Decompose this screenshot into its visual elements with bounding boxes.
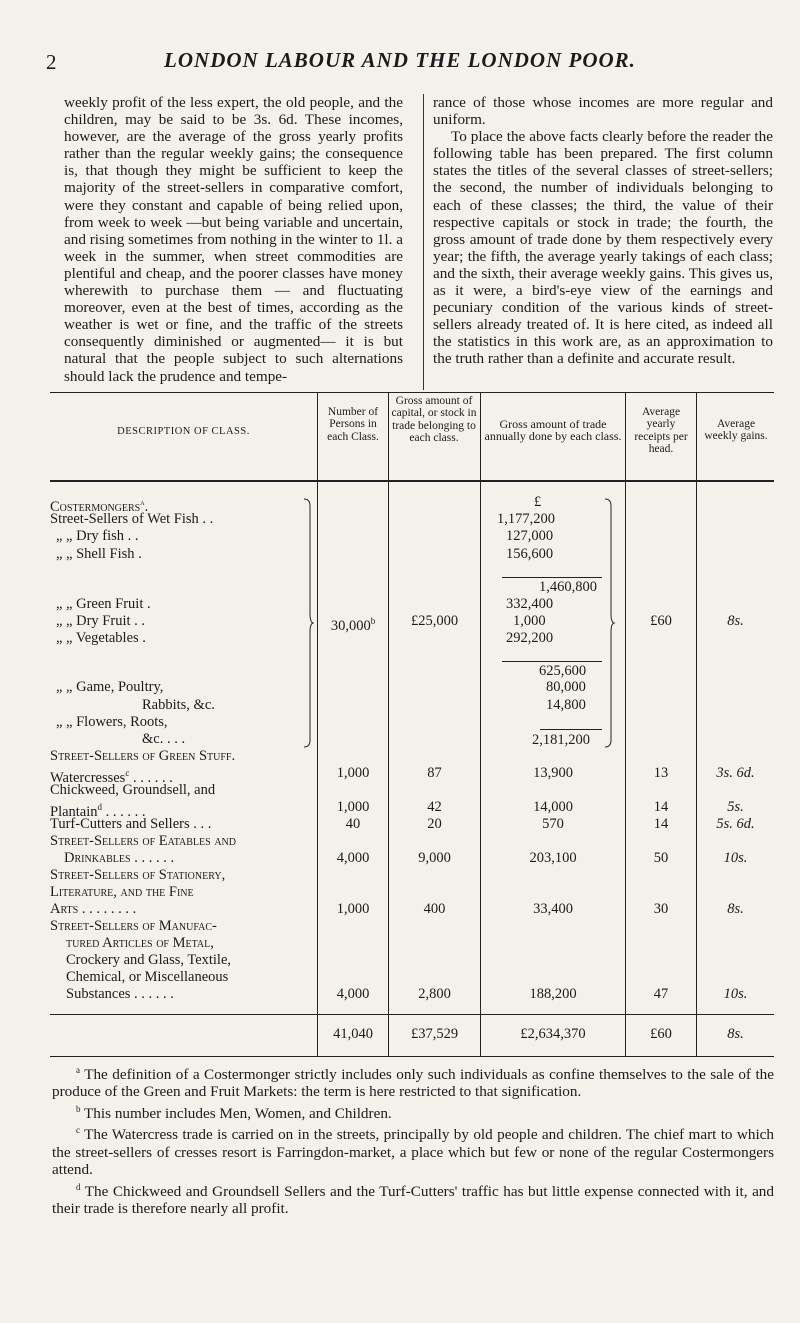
manufactured-capital: 2,800 <box>418 986 451 1002</box>
coster-trade-total: 2,181,200 <box>532 732 590 748</box>
footnote-b: $^b$ This number includes Men, Women, and Children. <box>76 1103 392 1122</box>
subtotal-fish: 1,460,800 <box>539 579 597 595</box>
row-manufactured-5: Substances . . . . . . <box>66 986 174 1002</box>
turf-capital: 20 <box>427 816 442 832</box>
turf-gains: 5s. 6d. <box>716 816 755 832</box>
row-manufactured-3: Crockery and Glass, Textile, <box>66 952 232 968</box>
row-dry-fish: „ „ Dry fish . . <box>56 528 139 544</box>
row-stationery: Street-Sellers of Stationery, <box>50 867 226 883</box>
row-flowers: „ „ Flowers, Roots, <box>56 714 168 730</box>
manufactured-gains: 10s. <box>723 986 748 1002</box>
coster-persons: 30,000$^b$ <box>330 616 376 634</box>
stationery-persons: 1,000 <box>336 901 370 917</box>
right-paragraph-1: rance of those whose incomes are more regular and uniform. <box>433 94 773 129</box>
stationery-capital: 400 <box>423 901 446 917</box>
turf-receipts: 14 <box>653 816 669 832</box>
row-green-fruit: „ „ Green Fruit . <box>56 596 151 612</box>
row-chickweed: Chickweed, Groundsell, and <box>50 782 216 798</box>
watercresses-trade: 13,900 <box>533 765 573 781</box>
manufactured-receipts: 47 <box>653 986 669 1002</box>
row-dry-fruit: „ „ Dry Fruit . . <box>56 613 145 629</box>
header-capital: Gross amount of capital, or stock in trade belonging to each class. <box>391 395 477 445</box>
turf-trade: 570 <box>542 816 564 832</box>
trade-game: 80,000 <box>546 679 586 695</box>
chickweed-persons: 1,000 <box>336 799 370 815</box>
row-chickweed-2: Plantain$^d$ . . . . . . <box>50 802 146 820</box>
row-watercresses: Watercresses$^c$ . . . . . . <box>50 768 173 786</box>
trade-dry-fish: 127,000 <box>506 528 554 544</box>
row-stationery-3: Arts . . . . . . . . <box>50 901 137 917</box>
trade-dry-fruit: 1,000 <box>513 613 546 629</box>
header-persons: Number of Persons in each Class. <box>327 406 379 443</box>
table-continuation <box>50 392 774 850</box>
header-gains: Average weekly gains. <box>704 418 768 443</box>
manufactured-trade: 188,200 <box>529 986 577 1002</box>
header-trade: Gross amount of trade annually done by each class. <box>484 417 622 444</box>
eatables-gains: 10s. <box>723 850 748 866</box>
row-manufactured: Street-Sellers of Manufac- <box>50 918 217 934</box>
trade-vegetables: 292,200 <box>506 630 554 646</box>
footnote-d: $^d$ The Chickweed and Groundsell Sellers and the Turf-Cutters' traffic has but little expense connected with it, and their trade is therefore nearly all profit. <box>52 1181 774 1218</box>
row-flowers-2: &c. . . . <box>142 731 186 747</box>
watercresses-receipts: 13 <box>653 765 669 781</box>
trade-flowers: 14,800 <box>546 697 586 713</box>
table-bottom-rule <box>50 1056 774 1057</box>
header-description: DESCRIPTION OF CLASS. <box>117 426 250 437</box>
subtotal-fruit: 625,600 <box>539 663 587 679</box>
row-game: „ „ Game, Poultry, <box>56 679 164 695</box>
row-turf-cutters: Turf-Cutters and Sellers . . . <box>50 816 212 832</box>
running-title: LONDON LABOUR AND THE LONDON POOR. <box>164 48 636 72</box>
totals-persons: 41,040 <box>333 1026 373 1042</box>
watercresses-persons: 1,000 <box>336 765 370 781</box>
page-number: 2 <box>46 50 57 74</box>
stationery-receipts: 30 <box>653 901 669 917</box>
coster-receipts: £60 <box>650 613 672 629</box>
row-manufactured-4: Chemical, or Miscellaneous <box>66 969 229 985</box>
row-eatables-2: Drinkables . . . . . . <box>64 850 175 866</box>
totals-capital: £37,529 <box>410 1026 459 1042</box>
trade-shell-fish: 156,600 <box>506 546 554 562</box>
totals-rule <box>50 1014 774 1015</box>
trade-green-fruit: 332,400 <box>506 596 554 612</box>
row-manufactured-2: tured Articles of Metal, <box>66 935 214 951</box>
eatables-trade: 203,100 <box>529 850 577 866</box>
footnote-a: $^a$ The definition of a Costermonger strictly includes only such individuals as confine themselves to the sale of the produce of the Green and Fruit Markets: the term is here restricted to that signification. <box>52 1065 774 1101</box>
header-receipts: Average yearly receipts per head. <box>634 406 688 456</box>
totals-receipts: £60 <box>650 1026 672 1042</box>
row-eatables: Street-Sellers of Eatables and <box>50 833 236 849</box>
eatables-receipts: 50 <box>653 850 669 866</box>
chickweed-gains: 5s. <box>727 799 744 815</box>
row-wet-fish: Street-Sellers of Wet Fish . . <box>50 511 214 527</box>
right-paragraph-2: To place the above facts clearly before the reader the following table has been prepared. The first column states the titles of the several classes of street-sellers; the second, the number of individuals belonging to each of these classes; the third, the value of their respective capitals or stock in trade; the fourth, the gross amount of trade done by them respectively every year; the fifth, the average yearly takings of each class; and the sixth, their average weekly gains. This gives us, as it were, a bird's-eye view of the earnings and pecuniary condition of the various kinds of street-sellers already treated of. It is here cited, as indeed all the statistics in this work are, as an approximation to the truth rather than a definite and accurate result. <box>433 128 773 368</box>
watercresses-gains: 3s. 6d. <box>716 765 755 781</box>
row-shell-fish: „ „ Shell Fish . <box>56 546 142 562</box>
trade-wet-fish: 1,177,200 <box>497 511 555 527</box>
row-stationery-2: Literature, and the Fine <box>50 884 194 900</box>
watercresses-capital: 87 <box>427 765 442 781</box>
footnotes <box>52 1062 774 1218</box>
footnote-c: $^c$ The Watercress trade is carried on in the streets, principally by old people and children. The chief mart to which the street-sellers of cresses resort is Farringdon-market, a place which but few or none of the regular Costermongers attend. <box>52 1125 774 1179</box>
pound-sign: £ <box>534 494 542 510</box>
left-paragraph: weekly profit of the less expert, the old people, and the children, may be said to be 3s. 6d. These incomes, however, are the average of the gross yearly profits rather than the regular weekly gains; the consequence is, that though they might be sufficient to keep the majority of the street-sellers in comparative comfort, were they constant and capable of being relied upon, from week to week —but being variable and uncertain, and rising sometimes from nothing in the winter to 1l. a week in the summer, when street commodities are plentiful and cheap, and the poorer classes have money wherewith to purchase them — and fluctuating moreover, even at the best of times, according as the weather is wet or fine, and the traffic of the streets consequently diminished or augmented— it is but natural that the people subject to such alternations should lack the prudence and tempe- <box>64 94 403 385</box>
row-vegetables: „ „ Vegetables . <box>56 630 146 646</box>
coster-gains: 8s. <box>727 613 744 629</box>
totals-gains: 8s. <box>727 1026 744 1042</box>
turf-persons: 40 <box>345 816 361 832</box>
eatables-persons: 4,000 <box>336 850 370 866</box>
row-game-2: Rabbits, &c. <box>142 697 215 713</box>
green-stuff-title: Street-Sellers of Green Stuff. <box>50 748 236 764</box>
stationery-gains: 8s. <box>727 901 744 917</box>
manufactured-persons: 4,000 <box>336 986 370 1002</box>
totals-trade: £2,634,370 <box>520 1026 586 1042</box>
costermongers-title: Costermongers$^a$. <box>50 497 149 515</box>
stationery-trade: 33,400 <box>533 901 573 917</box>
coster-capital: £25,000 <box>410 613 459 629</box>
chickweed-receipts: 14 <box>653 799 669 815</box>
eatables-capital: 9,000 <box>418 850 451 866</box>
chickweed-capital: 42 <box>427 799 442 815</box>
chickweed-trade: 14,000 <box>533 799 573 815</box>
